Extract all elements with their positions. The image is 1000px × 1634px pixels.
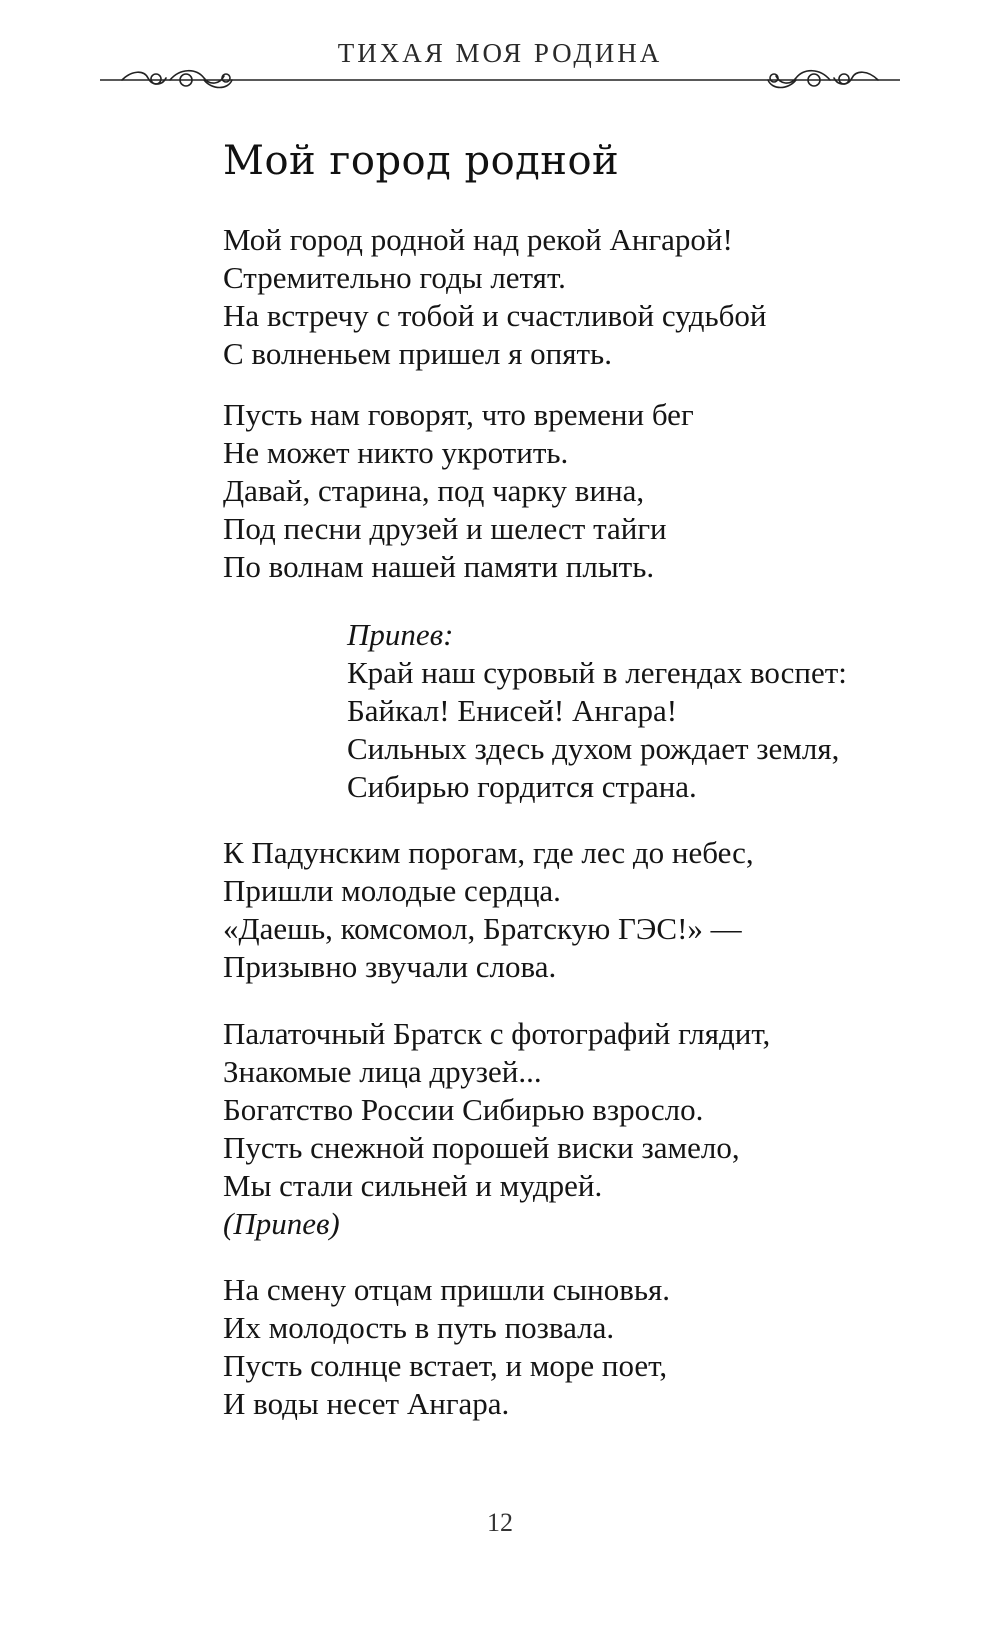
- verse-line: Мой город родной над рекой Ангарой!: [223, 222, 733, 257]
- verse-line: На встречу с тобой и счастливой судьбой: [223, 298, 767, 333]
- stanza-4: [223, 1015, 770, 1243]
- stanza-3: [223, 834, 754, 986]
- verse-line: Знакомые лица друзей...: [223, 1054, 542, 1089]
- stanza-2: [223, 396, 694, 586]
- verse-line: Край наш суровый в легендах воспет:: [347, 655, 847, 690]
- verse-line: «Даешь, комсомол, Братскую ГЭС!» —: [223, 911, 742, 946]
- verse-line: Мы стали сильней и мудрей.: [223, 1168, 603, 1203]
- verse-line: Пришли молодые сердца.: [223, 873, 561, 908]
- decorative-rule-ornament: [100, 62, 900, 102]
- verse-line: Призывно звучали слова.: [223, 949, 557, 984]
- verse-line: Богатство России Сибирью взросло.: [223, 1092, 704, 1127]
- verse-line: И воды несет Ангара.: [223, 1386, 510, 1421]
- verse-line: Их молодость в путь позвала.: [223, 1310, 615, 1345]
- verse-line: Не может никто укротить.: [223, 435, 569, 470]
- running-title: ТИХАЯ МОЯ РОДИНА: [337, 38, 663, 68]
- verse-line: Стремительно годы летят.: [223, 260, 566, 295]
- verse-line: К Падунским порогам, где лес до небес,: [223, 835, 754, 870]
- chorus-reprise: (Припев): [223, 1206, 340, 1241]
- verse-line: Давай, старина, под чарку вина,: [223, 473, 645, 508]
- verse-line: На смену отцам пришли сыновья.: [223, 1272, 671, 1307]
- verse-line: С волненьем пришел я опять.: [223, 336, 612, 371]
- verse-line: Пусть солнце встает, и море поет,: [223, 1348, 668, 1383]
- verse-line: Палаточный Братск с фотографий глядит,: [223, 1016, 771, 1051]
- verse-line: По волнам нашей памяти плыть.: [223, 549, 655, 584]
- page-number: 12: [487, 1508, 513, 1537]
- verse-line: Сильных здесь духом рождает земля,: [347, 731, 840, 766]
- verse-line: Под песни друзей и шелест тайги: [223, 511, 667, 546]
- stanza-5: [223, 1271, 670, 1423]
- poem-title: Мой город родной: [223, 138, 620, 184]
- verse-line: Байкал! Енисей! Ангара!: [347, 693, 678, 728]
- verse-line: Пусть снежной порошей виски замело,: [223, 1130, 740, 1165]
- chorus: [347, 616, 847, 806]
- stanza-1: [223, 221, 766, 373]
- verse-line: Пусть нам говорят, что времени бег: [223, 397, 694, 432]
- verse-line: Сибирью гордится страна.: [347, 769, 697, 804]
- chorus-label: Припев:: [347, 617, 454, 652]
